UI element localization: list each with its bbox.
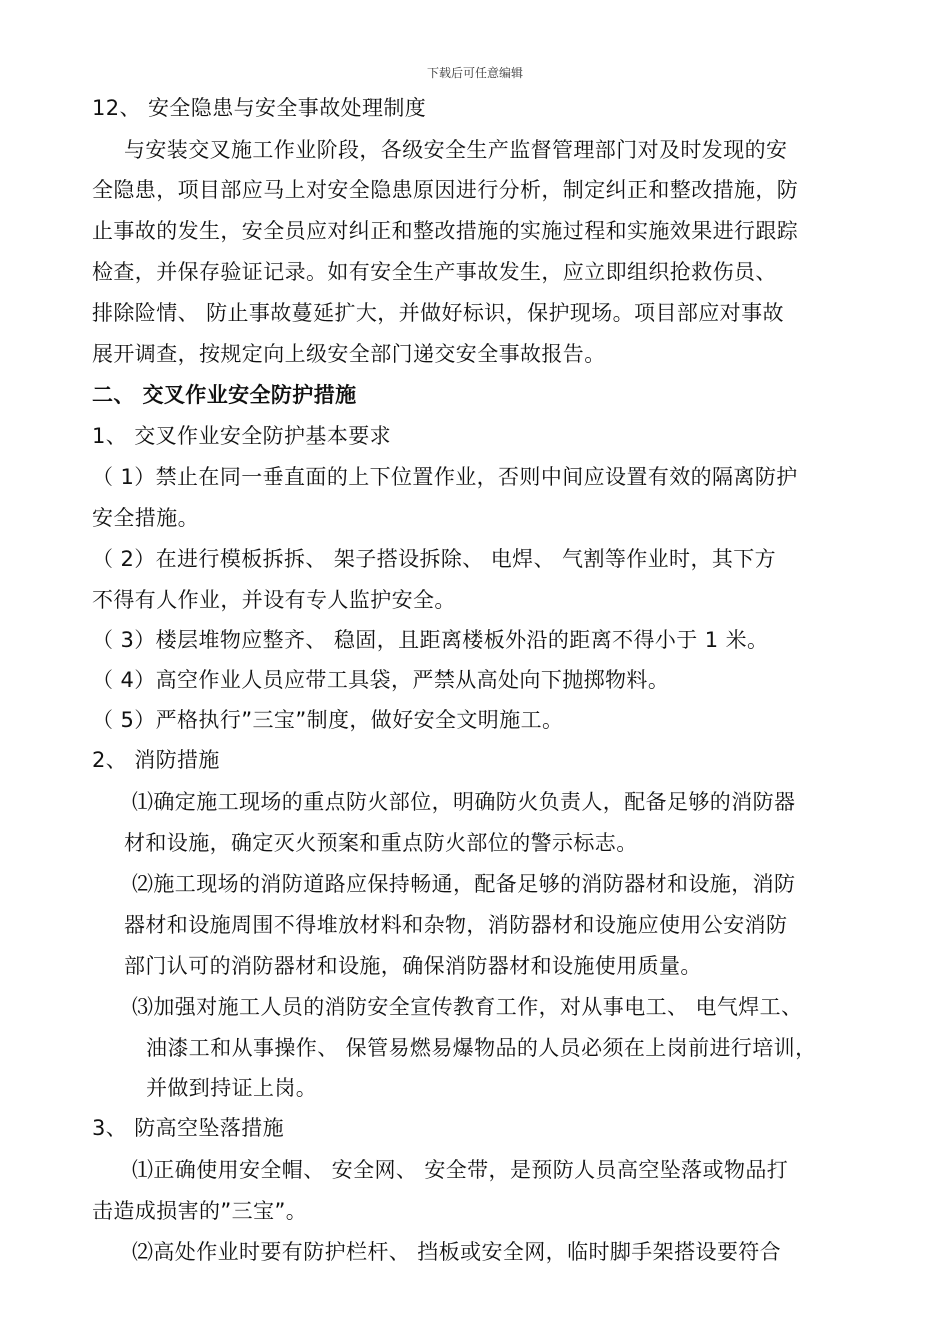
- list-item-line: ⑵高处作业时要有防护栏杆、 挡板或安全网，临时脚手架搭设要符合: [132, 1240, 782, 1264]
- list-item-line: 并做到持证上岗。: [146, 1076, 318, 1100]
- subsection-heading-2: 2、 消防措施: [92, 748, 220, 772]
- list-item-line: （ 1）禁止在同一垂直面的上下位置作业，否则中间应设置有效的隔离防护: [92, 465, 798, 489]
- list-item-line: ⑵施工现场的消防道路应保持畅通，配备足够的消防器材和设施，消防: [132, 872, 796, 896]
- chapter-heading: 二、 交叉作业安全防护措施: [92, 383, 357, 407]
- list-item-line: 部门认可的消防器材和设施，确保消防器材和设施使用质量。: [124, 954, 702, 978]
- list-item-line: ⑴正确使用安全帽、 安全网、 安全带，是预防人员高空坠落或物品打: [132, 1158, 789, 1182]
- list-item-line: 器材和设施周围不得堆放材料和杂物，消防器材和设施应使用公安消防: [124, 913, 788, 937]
- list-item-line: 不得有人作业，并设有专人监护安全。: [92, 588, 456, 612]
- section-heading-12: 12、 安全隐患与安全事故处理制度: [92, 96, 427, 120]
- list-item-line: ⑶加强对施工人员的消防安全宣传教育工作，对从事电工、 电气焊工、: [132, 995, 803, 1019]
- list-item-line: 安全措施。: [92, 506, 199, 530]
- paragraph-line: 与安装交叉施工作业阶段，各级安全生产监督管理部门对及时发现的安: [124, 138, 788, 162]
- list-item-line: （ 5）严格执行”三宝”制度，做好安全文明施工。: [92, 708, 564, 732]
- list-item-line: （ 2）在进行模板拆拆、 架子搭设拆除、 电焊、 气割等作业时，其下方: [92, 547, 777, 571]
- paragraph-line: 排除险情、 防止事故蔓延扩大，并做好标识，保护现场。项目部应对事故: [92, 301, 784, 325]
- list-item-line: 击造成损害的”三宝”。: [92, 1199, 308, 1223]
- list-item-line: （ 3）楼层堆物应整齐、 稳固，且距离楼板外沿的距离不得小于 1 米。: [92, 628, 769, 652]
- paragraph-line: 检查，并保存验证记录。如有安全生产事故发生，应立即组织抢救伤员、: [92, 260, 777, 284]
- page-header: 下载后可任意编辑: [426, 66, 523, 80]
- subsection-heading-3: 3、 防高空坠落措施: [92, 1116, 285, 1140]
- paragraph-line: 展开调查，按规定向上级安全部门递交安全事故报告。: [92, 342, 606, 366]
- list-item-line: （ 4）高空作业人员应带工具袋，严禁从高处向下抛掷物料。: [92, 668, 670, 692]
- paragraph-line: 全隐患，项目部应马上对安全隐患原因进行分析，制定纠正和整改措施，防: [92, 178, 799, 202]
- subsection-heading-1: 1、 交叉作业安全防护基本要求: [92, 424, 392, 448]
- paragraph-line: 止事故的发生，安全员应对纠正和整改措施的实施过程和实施效果进行跟踪: [92, 219, 799, 243]
- list-item-line: 油漆工和从事操作、 保管易燃易爆物品的人员必须在上岗前进行培训，: [146, 1036, 817, 1060]
- list-item-line: 材和设施，确定灭火预案和重点防火部位的警示标志。: [124, 831, 638, 855]
- list-item-line: ⑴确定施工现场的重点防火部位，明确防火负责人，配备足够的消防器: [132, 790, 796, 814]
